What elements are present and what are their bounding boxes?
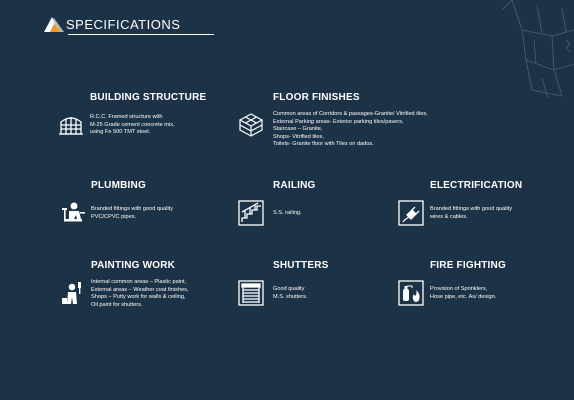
text-line: Oil paint for shutters. <box>91 301 143 308</box>
section-text <box>430 286 496 301</box>
text-line: Toilets- Granite floor with Tiles on dados. <box>273 141 374 148</box>
section-title: PLUMBING <box>91 180 146 191</box>
building-icon <box>58 112 84 138</box>
text-line: wires & cables. <box>430 213 468 220</box>
section-title: RAILING <box>273 180 316 191</box>
text-line: Good quality <box>273 286 305 292</box>
text-line: Branded fittings with good quality <box>430 206 513 212</box>
text-line: M-25 Grade cement concrete mix, <box>90 121 175 128</box>
section-text <box>273 111 428 149</box>
text-line: Shops- Vitrified tiles, <box>273 133 324 140</box>
electric-plug-icon <box>398 200 424 226</box>
section-title: FIRE FIGHTING <box>430 260 506 271</box>
text-line: using Fe 500 TMT steel. <box>90 129 151 136</box>
text-line: Hose pipe, etc. As/ design. <box>430 293 497 300</box>
text-line: Branded fittings with good quality <box>91 206 174 212</box>
text-line: M.S. shutters. <box>273 293 308 300</box>
section-title: FLOOR FINISHES <box>273 92 360 103</box>
text-line: S.S. railing. <box>273 210 302 216</box>
fire-extinguisher-icon <box>398 280 424 306</box>
text-line: External areas – Weather coat finishes, <box>91 286 189 293</box>
text-line: External Parking areas- Exterior parking tiles/pavers, <box>273 118 404 125</box>
text-line: Common areas of Corridors & passages-Granite/ Vitrified tiles, <box>273 111 428 117</box>
section-text <box>430 206 512 221</box>
section-title: BUILDING STRUCTURE <box>90 92 207 103</box>
text-line: Internal common areas – Plastic paint, <box>91 279 187 285</box>
text-line: Provision of Sprinklers, <box>430 286 488 292</box>
section-text <box>90 114 175 137</box>
rolling-shutter-icon <box>238 280 264 306</box>
title-underline <box>68 34 214 35</box>
text-line: R.C.C. Framed structure with <box>90 114 163 120</box>
company-logo-icon <box>42 14 66 34</box>
section-text <box>91 206 173 221</box>
section-text <box>273 286 308 301</box>
text-line: PVC/CPVC pipes. <box>91 213 137 220</box>
page-title: SPECIFICATIONS <box>66 17 181 32</box>
plumber-icon <box>60 200 86 226</box>
architecture-sketch-decoration <box>482 0 574 100</box>
text-line: Shops – Putty work for walls & ceiling, <box>91 294 186 301</box>
floor-tiles-icon <box>238 112 264 138</box>
section-text <box>91 279 189 309</box>
section-text <box>273 210 302 218</box>
staircase-railing-icon <box>238 200 264 226</box>
section-title: PAINTING WORK <box>91 260 176 271</box>
section-title: ELECTRIFICATION <box>430 180 523 191</box>
text-line: Staircase – Granite, <box>273 126 323 133</box>
section-title: SHUTTERS <box>273 260 329 271</box>
painter-icon <box>60 280 86 306</box>
